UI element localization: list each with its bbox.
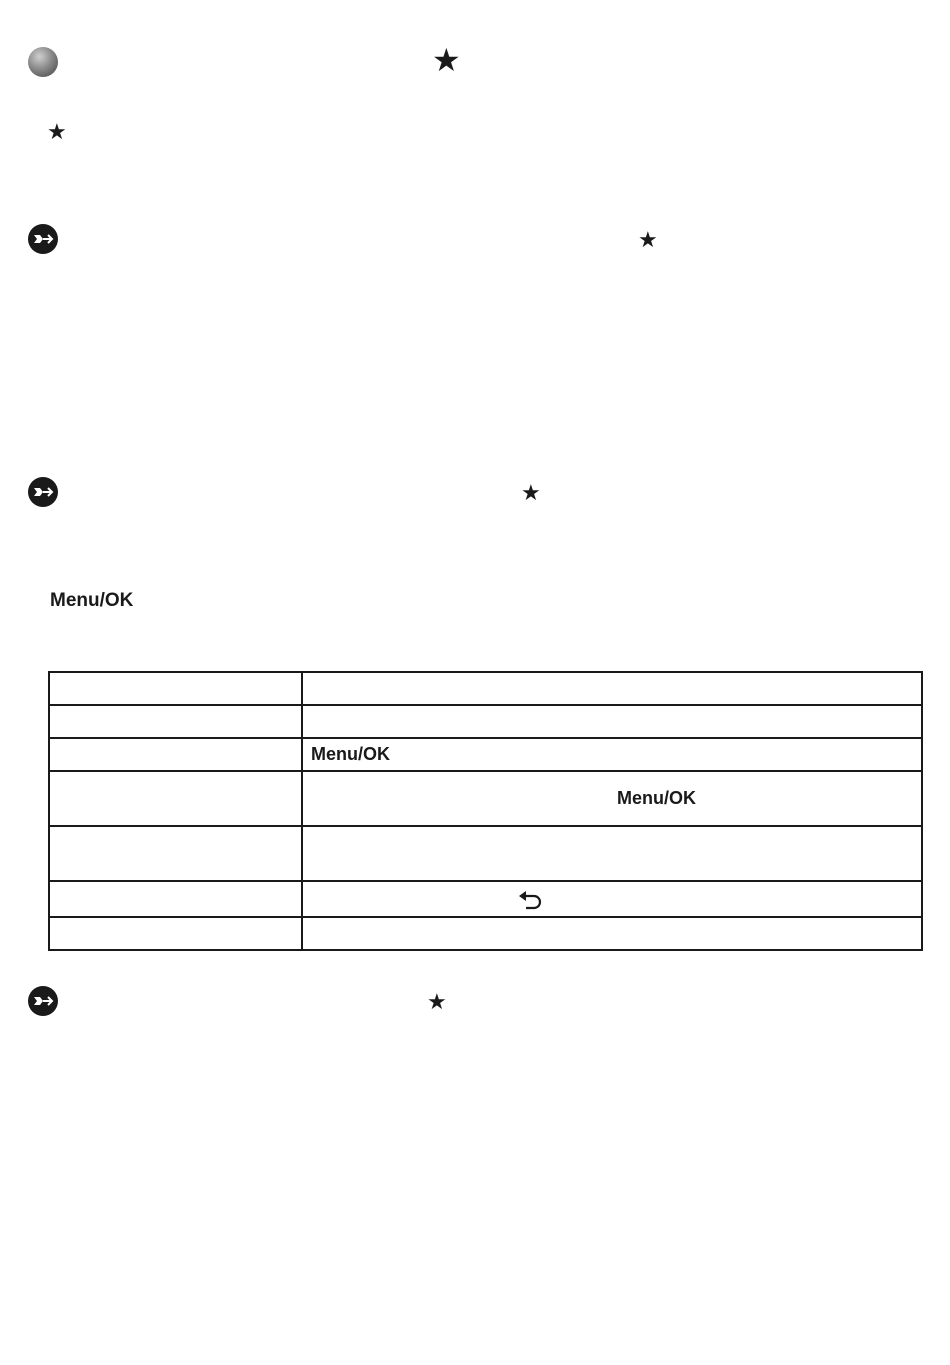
table-cell-right — [302, 917, 922, 950]
star-icon: ★ — [521, 481, 541, 506]
table-cell-right — [302, 826, 922, 881]
table-row — [49, 705, 922, 738]
table-cell-left — [49, 672, 302, 705]
star-icon: ★ — [47, 120, 67, 145]
star-icon: ★ — [432, 41, 461, 79]
table-cell-right — [302, 881, 922, 917]
table-cell-left — [49, 917, 302, 950]
table-row — [49, 738, 922, 771]
table-row — [49, 771, 922, 826]
arrow-note-icon — [28, 224, 58, 254]
table-cell-right — [302, 705, 922, 738]
table-cell-left — [49, 881, 302, 917]
arrow-note-icon — [28, 986, 58, 1016]
table-row — [49, 672, 922, 705]
back-arrow-icon — [518, 890, 544, 910]
table-cell-right: Menu/OK — [302, 738, 922, 771]
table-row — [49, 826, 922, 881]
settings-table — [48, 671, 923, 951]
table-cell-left — [49, 738, 302, 771]
table-row — [49, 917, 922, 950]
table-cell-right — [302, 771, 922, 826]
menu-ok-label: Menu/OK — [50, 590, 134, 611]
sphere-bullet-icon — [28, 47, 58, 77]
table-cell-left — [49, 826, 302, 881]
menu-ok-label: Menu/OK — [617, 788, 696, 808]
table-cell-left — [49, 771, 302, 826]
star-icon: ★ — [638, 228, 658, 253]
star-icon: ★ — [427, 990, 447, 1015]
table-row — [49, 881, 922, 917]
table-cell-right — [302, 672, 922, 705]
table-cell-left — [49, 705, 302, 738]
arrow-note-icon — [28, 477, 58, 507]
